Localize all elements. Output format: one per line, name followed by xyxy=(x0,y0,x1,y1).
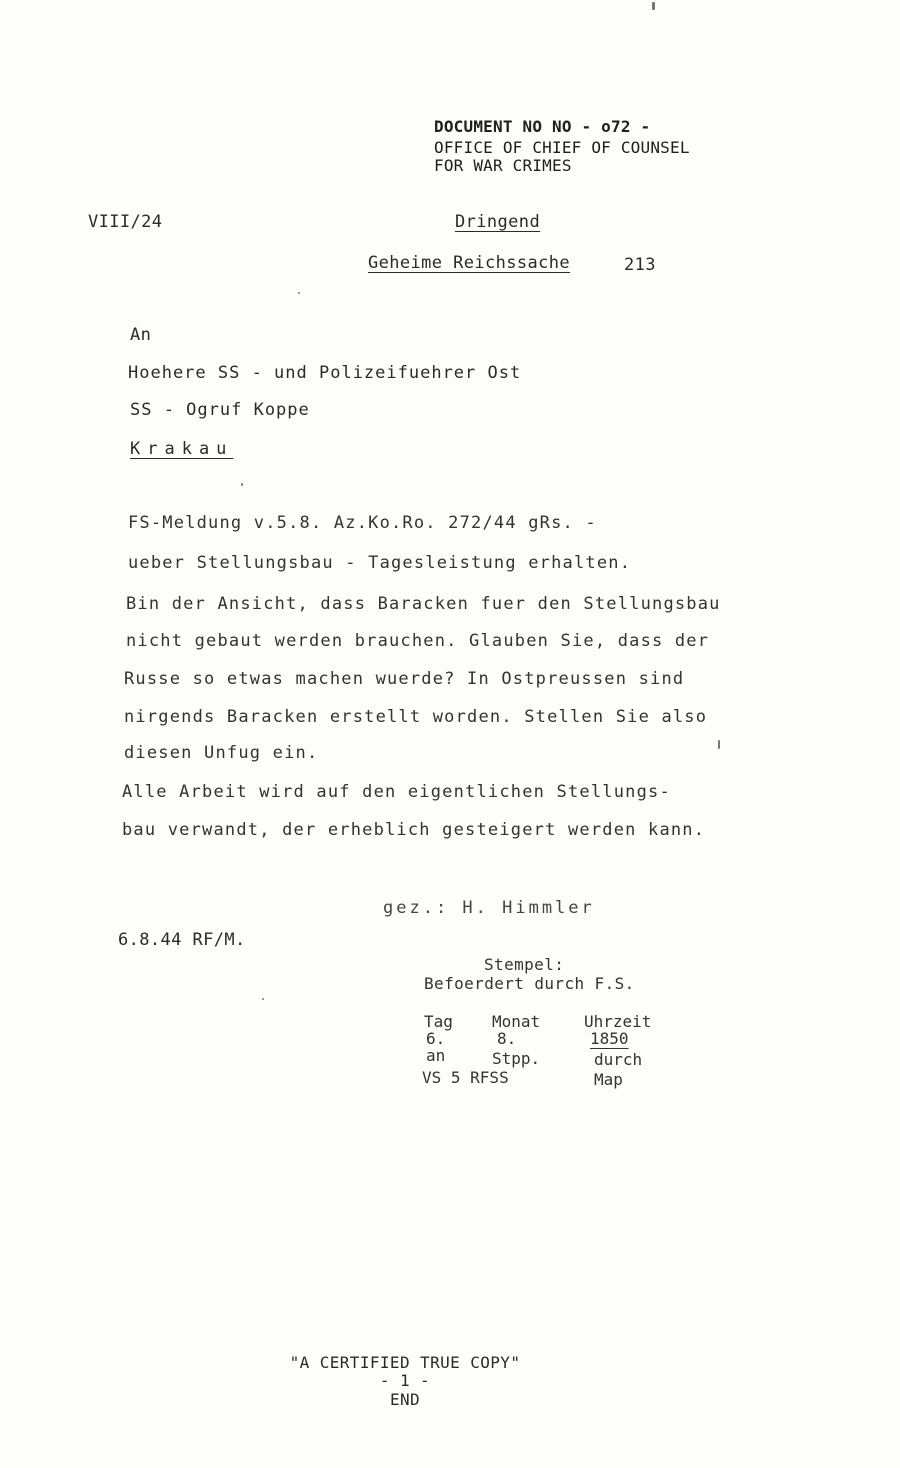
end-marker: END xyxy=(389,1390,421,1409)
reference-number: VIII/24 xyxy=(88,212,163,232)
stamp-recipient: VS 5 RFSS xyxy=(422,1068,509,1087)
scan-speck xyxy=(718,740,720,749)
stamp-title: Stempel: xyxy=(484,955,565,974)
stamp-time-value: 1850 xyxy=(590,1029,629,1048)
page-number: - 1 - xyxy=(379,1371,431,1390)
body-line-6: nirgends Baracken erstellt worden. Stellen Sie also xyxy=(124,707,708,727)
stamp-month-value: 8. xyxy=(497,1029,517,1048)
stamp-stpp: Stpp. xyxy=(492,1049,541,1068)
scan-speck xyxy=(298,292,300,294)
war-crimes-line: FOR WAR CRIMES xyxy=(434,156,572,175)
recipient-city: Krakau xyxy=(130,439,234,459)
body-line-5: Russe so etwas machen wuerde? In Ostpreussen sind xyxy=(124,669,685,689)
stamp-day-label: Tag xyxy=(424,1012,453,1031)
body-line-8: Alle Arbeit wird auf den eigentlichen Stellungs- xyxy=(122,782,671,802)
stamp-operator: Map xyxy=(594,1070,623,1089)
body-line-1: FS-Meldung v.5.8. Az.Ko.Ro. 272/44 gRs. - xyxy=(128,513,597,533)
stamp-time-label: Uhrzeit xyxy=(584,1012,652,1031)
stamp-month-label: Monat xyxy=(492,1012,541,1031)
scan-speck xyxy=(262,998,264,1000)
body-line-3: Bin der Ansicht, dass Baracken fuer den Stellungsbau xyxy=(126,594,721,614)
recipient-an: An xyxy=(130,325,152,345)
stamp-day-value: 6. xyxy=(426,1029,446,1048)
scan-speck xyxy=(652,2,655,10)
body-line-7: diesen Unfug ein. xyxy=(124,743,319,763)
recipient-name: SS - Ogruf Koppe xyxy=(130,400,310,420)
body-line-2: ueber Stellungsbau - Tagesleistung erhalten. xyxy=(128,553,632,573)
page-reference: 213 xyxy=(624,255,656,275)
scan-speck xyxy=(241,483,243,486)
stamp-subtitle: Befoerdert durch F.S. xyxy=(424,974,635,993)
priority-label: Dringend xyxy=(455,212,541,232)
date-reference: 6.8.44 RF/M. xyxy=(118,930,246,950)
office-line: OFFICE OF CHIEF OF COUNSEL xyxy=(434,138,690,157)
certified-true-copy: "A CERTIFIED TRUE COPY" xyxy=(289,1353,521,1372)
body-line-9: bau verwandt, der erheblich gesteigert werden kann. xyxy=(122,820,706,840)
signature: gez.: H. Himmler xyxy=(383,898,595,918)
document-number: DOCUMENT NO NO - o72 - xyxy=(434,117,651,136)
stamp-an: an xyxy=(426,1046,446,1065)
body-line-4: nicht gebaut werden brauchen. Glauben Sie, dass der xyxy=(126,631,710,651)
recipient-title: Hoehere SS - und Polizeifuehrer Ost xyxy=(128,363,522,383)
classification-label: Geheime Reichssache xyxy=(368,253,571,273)
stamp-durch: durch xyxy=(594,1050,643,1069)
